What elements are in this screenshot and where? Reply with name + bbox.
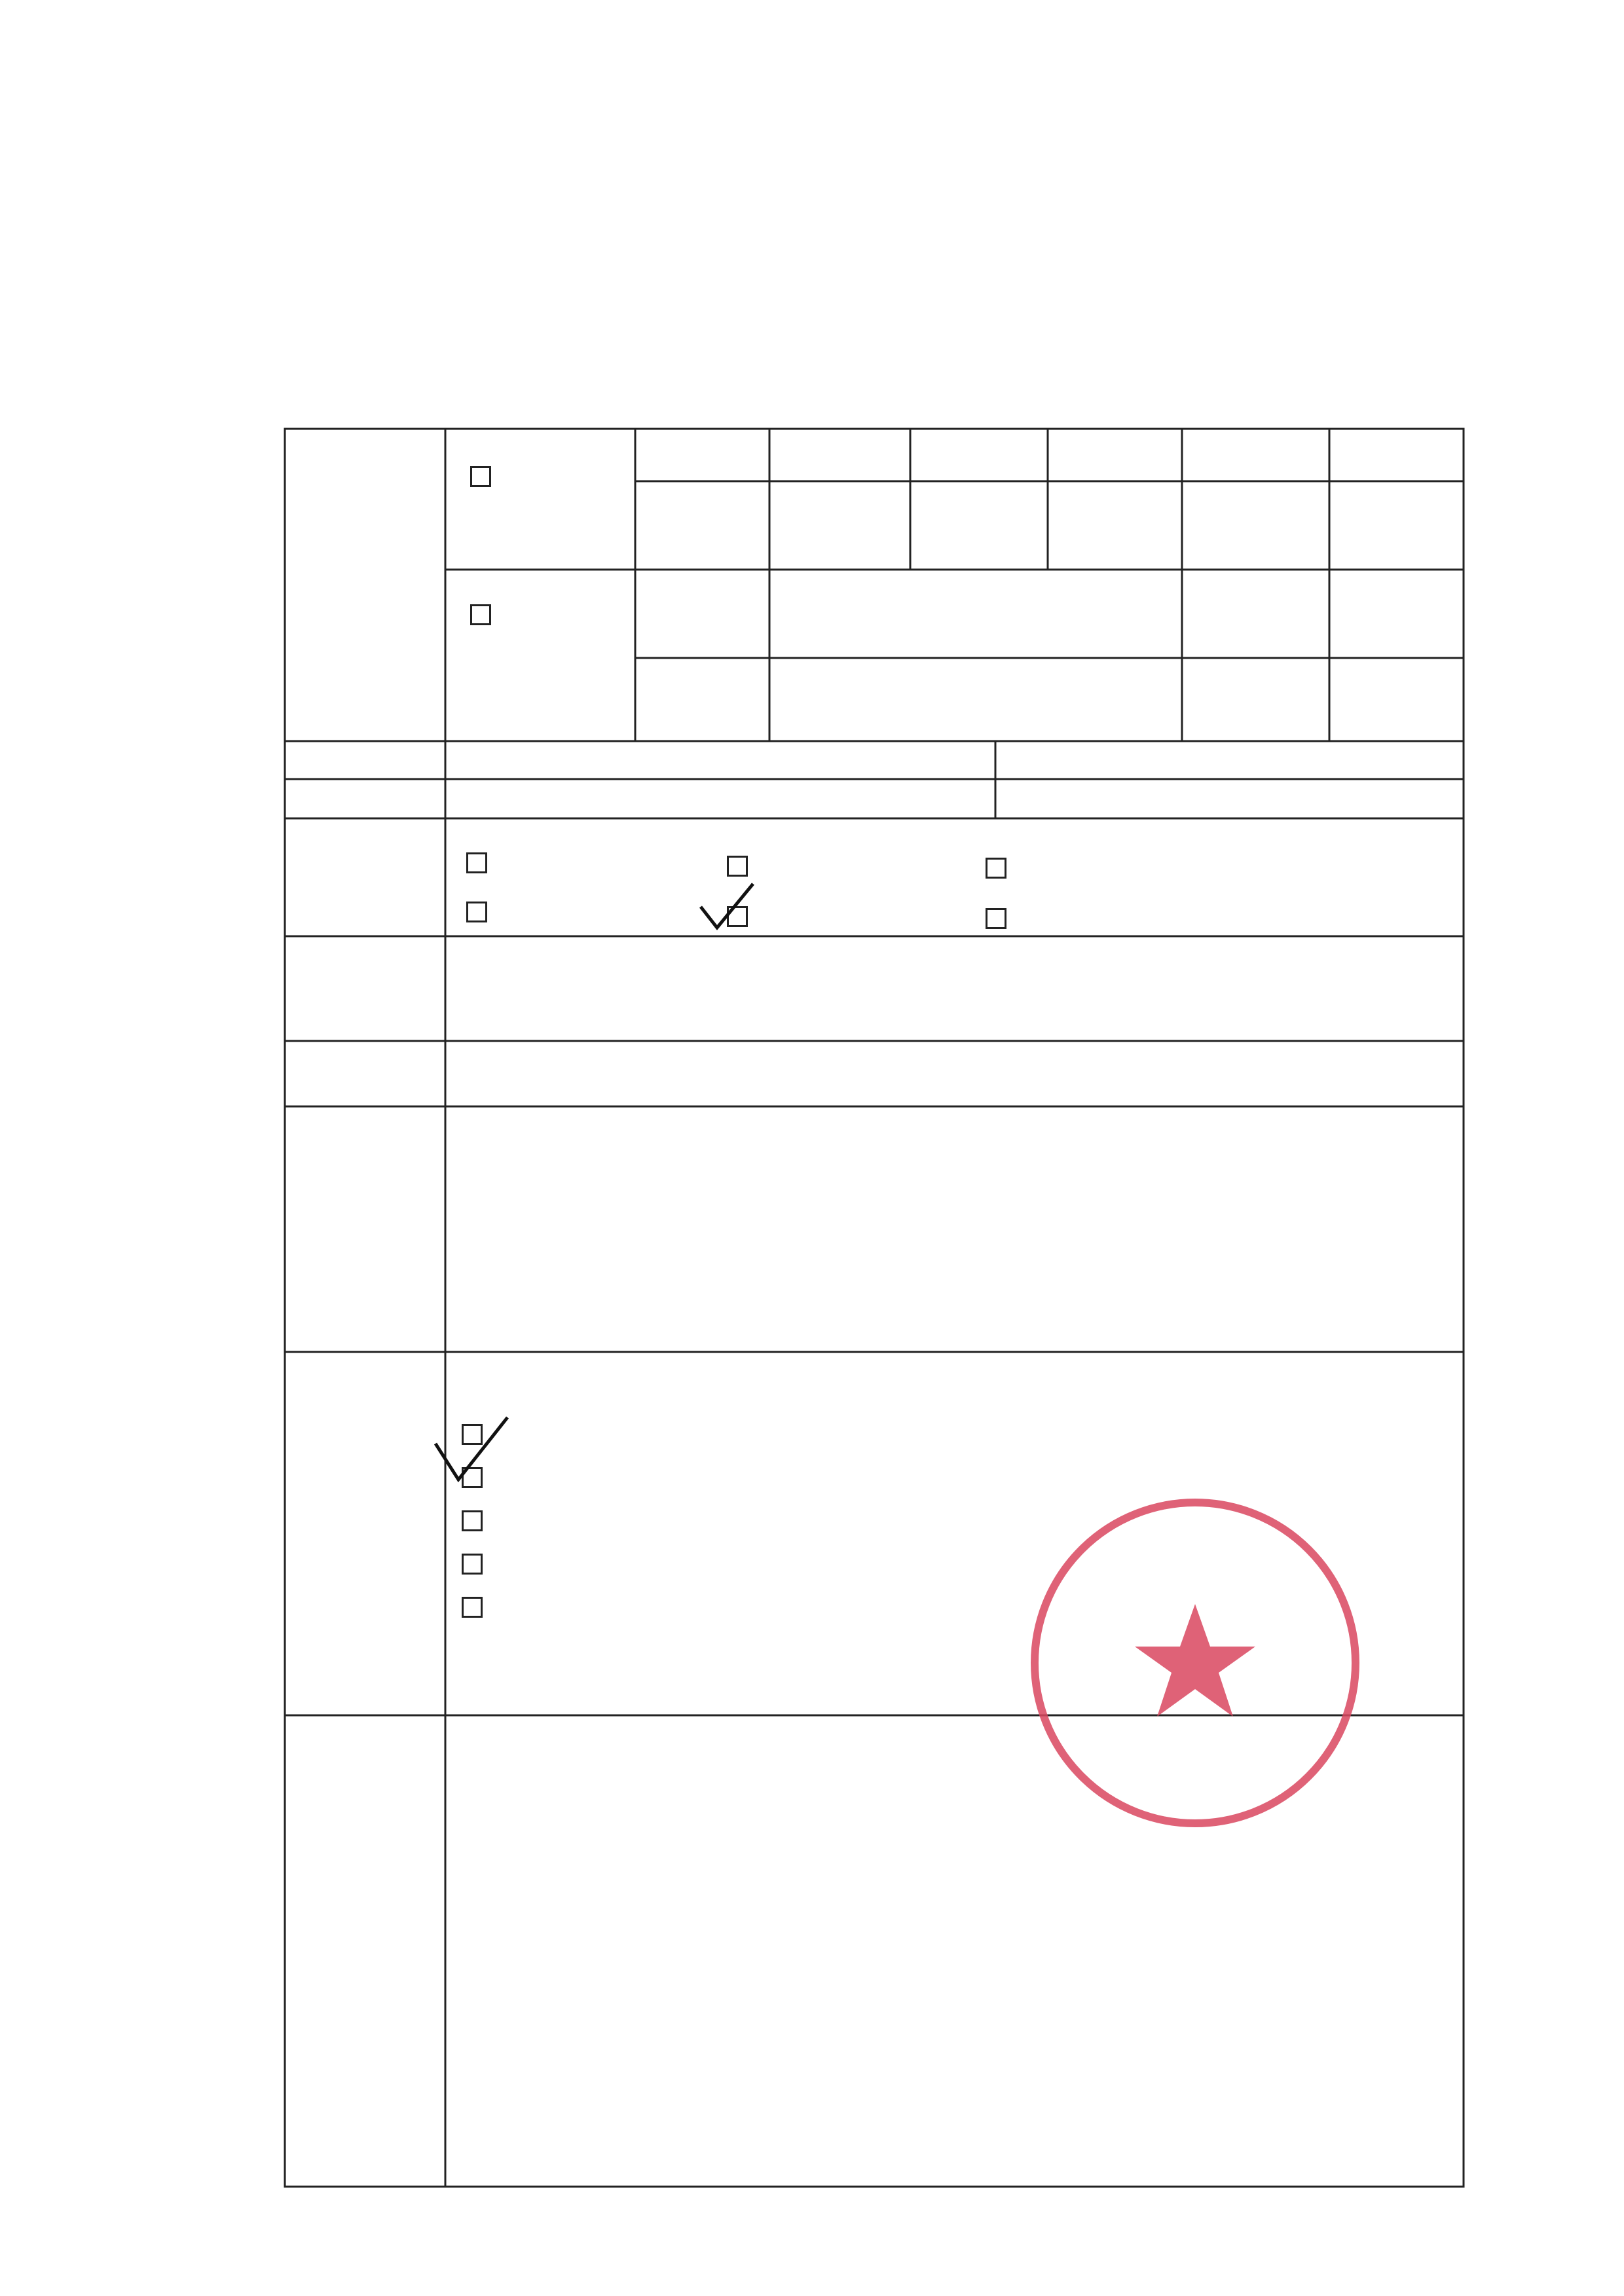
handler-sign-date [1022,1669,1061,1702]
citizen-option[interactable] [470,458,496,492]
opinion-transfer[interactable] [462,1584,488,1627]
org-option[interactable] [470,592,496,634]
citizen-checkbox[interactable] [470,466,491,487]
task-option-superior[interactable] [727,848,753,880]
task-option-patrol[interactable] [466,894,492,926]
official-seal [1025,1493,1365,1833]
task-option-other[interactable] [986,900,1012,932]
org-checkbox[interactable] [470,604,491,625]
org-sign-date [989,1938,1172,1970]
check-mark-icon [697,881,756,933]
opinion-stop-violation[interactable] [462,1497,488,1540]
task-option-transfer[interactable] [986,850,1012,882]
task-option-report[interactable] [466,845,492,877]
opinion-correct-violation[interactable] [462,1540,488,1584]
check-mark-icon [432,1414,511,1486]
